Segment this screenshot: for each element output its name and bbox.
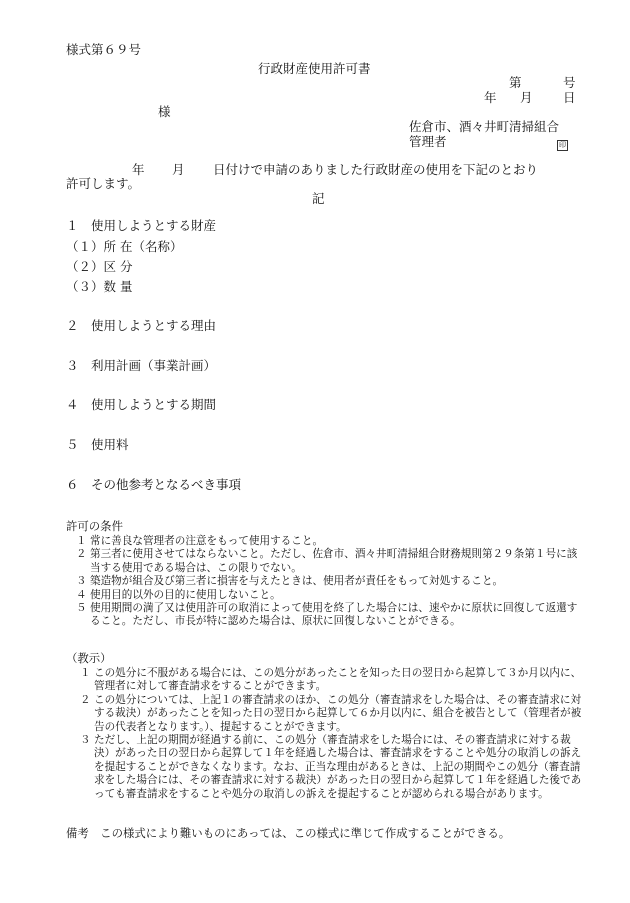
- document-title: 行政財産使用許可書: [258, 61, 371, 76]
- item-1-2: （２）区 分: [66, 259, 133, 274]
- date-day: 日: [563, 90, 576, 105]
- condition-text: 使用期間の満了又は使用許可の取消によって使用を終了した場合には、速やかに原状に回復して返還すること。ただし、市長が特に認めた場合は、原状に回復しないことができる。: [90, 602, 578, 628]
- seal-icon: 印: [559, 141, 566, 149]
- instruction-item: [66, 694, 586, 734]
- instruction-item: [66, 734, 586, 801]
- intro-text-line1: 日付けで申請のありました行政財産の使用を下記のとおり: [213, 162, 539, 177]
- conditions-heading: 許可の条件: [66, 519, 123, 533]
- date-year: 年: [484, 90, 497, 105]
- condition-text: 築造物が組合及び第三者に損害を与えたときは、使用者が責任をもって対処すること。: [90, 575, 504, 588]
- instruction-text: ただし、上記の期間が経過する前に、この処分（審査請求をした場合には、その審査請求に対する裁決）があった日の翌日から起算して１年を経過した場合は、審査請求をすることや処分の取消しの訴えを提起することができなくなります。なお、正当な理由があるときは、上記の期間やこの処分（審査請求をした場合には、その審査請求に対する裁決）があった日の翌日から起算して１年を経過した後であっても審査請求をすることや処分の取消しの訴えを提起することが認められる場合があります。: [94, 734, 582, 800]
- condition-text: 常に善良な管理者の注意をもって使用すること。: [90, 535, 324, 547]
- intro-month: 月: [172, 162, 185, 177]
- issuer-role: 管理者: [409, 134, 447, 149]
- condition-text: 第三者に使用させてはならないこと。ただし、佐倉市、酒々井町清掃組合財務規則第２９条第１号に該当する使用である場合は、この限りでない。: [90, 548, 578, 574]
- instruction-text: この処分については、上記１の審査請求のほか、この処分（審査請求をした場合は、その審査請求に対する裁決）があったことを知った日の翌日から起算して６か月以内に、組合を被告として（管理者が被告の代表者となります。）、提起することができます。: [94, 693, 582, 733]
- seal-mark: [557, 137, 568, 153]
- condition-number: １: [76, 535, 87, 547]
- instructions-list: [66, 667, 586, 801]
- instruction-number: １: [80, 667, 91, 679]
- doc-no-prefix: 第: [509, 75, 522, 90]
- date-month: 月: [520, 90, 533, 105]
- condition-number: ３: [76, 575, 87, 588]
- condition-number: ２: [76, 548, 87, 561]
- instruction-number: ２: [80, 693, 91, 706]
- condition-number: ５: [76, 602, 87, 615]
- item-4: ４ 使用しようとする期間: [66, 397, 217, 412]
- ki-label: 記: [312, 191, 325, 206]
- item-1-3: （３）数 量: [66, 279, 133, 294]
- condition-item: [66, 602, 586, 629]
- item-5: ５ 使用料: [66, 437, 129, 452]
- condition-item: [66, 575, 586, 588]
- remarks: 備考 この様式により難いものにあっては、この様式に準じて作成することができる。: [66, 826, 511, 840]
- condition-item: [66, 589, 586, 602]
- conditions-list: [66, 535, 586, 629]
- condition-text: 使用目的以外の目的に使用しないこと。: [90, 588, 281, 601]
- intro-year: 年: [132, 162, 145, 177]
- addressee-suffix: 様: [158, 104, 171, 119]
- item-3: ３ 利用計画（事業計画）: [66, 358, 217, 373]
- doc-no-suffix: 号: [563, 75, 576, 90]
- form-number: 様式第６９号: [66, 42, 142, 57]
- item-1-1: （１）所 在（名称）: [66, 239, 183, 254]
- item-1: １ 使用しようとする財産: [66, 218, 217, 233]
- instruction-item: [66, 667, 586, 694]
- instructions-heading: （教示）: [66, 651, 112, 665]
- instruction-number: ３: [80, 734, 91, 747]
- intro-text-line2: 許可します。: [66, 176, 141, 191]
- condition-item: [66, 535, 586, 548]
- condition-item: [66, 548, 586, 575]
- issuer-org: 佐倉市、酒々井町清掃組合: [409, 119, 560, 134]
- instruction-text: この処分に不服がある場合には、この処分があったことを知った日の翌日から起算して３か月以内に、管理者に対して審査請求をすることができます。: [94, 667, 582, 693]
- item-6: ６ その他参考となるべき事項: [66, 477, 242, 492]
- item-2: ２ 使用しようとする理由: [66, 318, 217, 333]
- condition-number: ４: [76, 588, 87, 601]
